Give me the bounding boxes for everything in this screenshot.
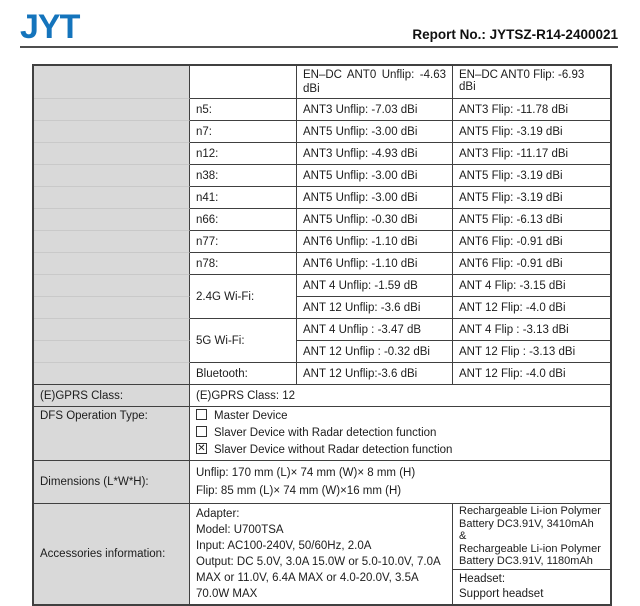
flip-cell: ANT5 Flip: -3.19 dBi bbox=[453, 165, 610, 187]
row-label-empty bbox=[34, 209, 190, 231]
dfs-row-label: DFS Operation Type: bbox=[34, 407, 190, 461]
battery-line: Rechargeable Li-ion Polymer Battery DC3.91V, 3410mAh bbox=[459, 505, 601, 530]
endc-unflip-cell: EN–DC ANT0 Unflip: -4.63 dBi bbox=[297, 66, 453, 99]
flip-cell: ANT 4 Flip: -3.15 dBi bbox=[453, 275, 610, 297]
row-label-empty bbox=[34, 363, 190, 385]
row-label-empty bbox=[34, 187, 190, 209]
unflip-cell: ANT 4 Unflip: -1.59 dB bbox=[297, 275, 453, 297]
band-cell: n77: bbox=[190, 231, 297, 253]
dimensions-flip: Flip: 85 mm (L)× 74 mm (W)×16 mm (H) bbox=[196, 485, 402, 497]
row-label-empty bbox=[34, 66, 190, 99]
row-label-empty bbox=[34, 143, 190, 165]
adapter-info-cell bbox=[190, 504, 453, 604]
flip-cell: ANT6 Flip: -0.91 dBi bbox=[453, 231, 610, 253]
band-cell: n7: bbox=[190, 121, 297, 143]
table-row bbox=[34, 187, 610, 209]
table-row bbox=[34, 121, 610, 143]
unflip-cell: ANT5 Unflip: -3.00 dBi bbox=[297, 187, 453, 209]
row-label-empty bbox=[34, 121, 190, 143]
table-row bbox=[34, 461, 610, 504]
checkbox-unchecked-icon bbox=[196, 409, 207, 420]
flip-cell: ANT 12 Flip : -3.13 dBi bbox=[453, 341, 610, 363]
table-row bbox=[34, 297, 610, 319]
headset-line: Support headset bbox=[459, 587, 544, 600]
report-number: Report No.: JYTSZ-R14-2400021 bbox=[412, 27, 618, 42]
endc-flip-cell: EN–DC ANT0 Flip: -6.93 dBi bbox=[453, 66, 610, 99]
unflip-cell: ANT3 Unflip: -4.93 dBi bbox=[297, 143, 453, 165]
table-row bbox=[34, 253, 610, 275]
adapter-line: Output: DC 5.0V, 3.0A 15.0W or 5.0-10.0V, 7.0A MAX or 11.0V, 6.4A MAX or 4.0-20.0V, 3.5A 70.0W MAX bbox=[196, 556, 441, 600]
unflip-cell: ANT5 Unflip: -3.00 dBi bbox=[297, 121, 453, 143]
row-label-empty bbox=[34, 341, 190, 363]
row-label-empty bbox=[34, 99, 190, 121]
unflip-cell: ANT5 Unflip: -0.30 dBi bbox=[297, 209, 453, 231]
dfs-option-label: Slaver Device with Radar detection function bbox=[214, 427, 437, 439]
flip-cell: ANT3 Flip: -11.17 dBi bbox=[453, 143, 610, 165]
flip-cell: ANT5 Flip: -3.19 dBi bbox=[453, 121, 610, 143]
flip-cell: ANT 4 Flip : -3.13 dBi bbox=[453, 319, 610, 341]
table-row bbox=[34, 165, 610, 187]
table-row bbox=[34, 209, 610, 231]
flip-cell: ANT3 Flip: -11.78 dBi bbox=[453, 99, 610, 121]
jyt-logo: JYT bbox=[20, 7, 80, 46]
dfs-option bbox=[196, 425, 604, 442]
flip-cell: ANT 12 Flip: -4.0 dBi bbox=[453, 363, 610, 385]
bluetooth-label-cell: Bluetooth: bbox=[190, 363, 297, 385]
row-label-empty bbox=[34, 319, 190, 341]
table-row bbox=[34, 275, 610, 297]
dimensions-unflip: Unflip: 170 mm (L)× 74 mm (W)× 8 mm (H) bbox=[196, 467, 416, 479]
dfs-options-cell bbox=[190, 407, 610, 461]
flip-cell: ANT5 Flip: -3.19 dBi bbox=[453, 187, 610, 209]
row-label-empty bbox=[34, 297, 190, 319]
dfs-option bbox=[196, 408, 604, 425]
row-label-empty bbox=[34, 165, 190, 187]
dfs-option bbox=[196, 442, 604, 459]
band-cell: n5: bbox=[190, 99, 297, 121]
page-header bbox=[20, 0, 618, 48]
dimensions-value-cell bbox=[190, 461, 610, 504]
checkbox-checked-icon bbox=[196, 443, 207, 454]
egprs-row-label: (E)GPRS Class: bbox=[34, 385, 190, 407]
table-row bbox=[34, 363, 610, 385]
wifi24-label-cell: 2.4G Wi-Fi: bbox=[190, 275, 297, 319]
headset-line: Headset: bbox=[459, 572, 506, 585]
unflip-cell: ANT 12 Unflip : -0.32 dBi bbox=[297, 341, 453, 363]
dimensions-row-label: Dimensions (L*W*H): bbox=[34, 461, 190, 504]
table-row bbox=[34, 231, 610, 253]
unflip-cell: ANT 12 Unflip: -3.6 dBi bbox=[297, 297, 453, 319]
unflip-cell: ANT3 Unflip: -7.03 dBi bbox=[297, 99, 453, 121]
flip-cell: ANT 12 Flip: -4.0 dBi bbox=[453, 297, 610, 319]
egprs-value-cell: (E)GPRS Class: 12 bbox=[190, 385, 610, 407]
headset-info-cell bbox=[453, 570, 610, 604]
unflip-cell: ANT6 Unflip: -1.10 dBi bbox=[297, 253, 453, 275]
unflip-cell: ANT 12 Unflip:-3.6 dBi bbox=[297, 363, 453, 385]
band-cell: n38: bbox=[190, 165, 297, 187]
unflip-cell: ANT 4 Unflip : -3.47 dB bbox=[297, 319, 453, 341]
band-cell: n12: bbox=[190, 143, 297, 165]
table-row bbox=[34, 385, 610, 407]
dfs-option-label: Master Device bbox=[214, 410, 288, 422]
flip-cell: ANT6 Flip: -0.91 dBi bbox=[453, 253, 610, 275]
unflip-cell: ANT6 Unflip: -1.10 dBi bbox=[297, 231, 453, 253]
adapter-line: Model: U700TSA bbox=[196, 524, 284, 536]
table-row bbox=[34, 99, 610, 121]
row-label-empty bbox=[34, 231, 190, 253]
table-row bbox=[34, 504, 610, 570]
checkbox-unchecked-icon bbox=[196, 426, 207, 437]
dfs-option-label: Slaver Device without Radar detection function bbox=[214, 444, 453, 456]
battery-line: & bbox=[459, 530, 467, 542]
band-cell: n41: bbox=[190, 187, 297, 209]
table-row bbox=[34, 143, 610, 165]
report-table bbox=[32, 64, 612, 606]
battery-info-cell bbox=[453, 504, 610, 570]
battery-line: Rechargeable Li-ion Polymer Battery DC3.91V, 1180mAh bbox=[459, 542, 601, 567]
table-row bbox=[34, 66, 610, 99]
flip-cell: ANT5 Flip: -6.13 dBi bbox=[453, 209, 610, 231]
table-row bbox=[34, 407, 610, 461]
row-label-empty bbox=[34, 275, 190, 297]
band-cell-empty bbox=[190, 66, 297, 99]
accessories-row-label: Accessories information: bbox=[34, 504, 190, 604]
unflip-cell: ANT5 Unflip: -3.00 dBi bbox=[297, 165, 453, 187]
band-cell: n78: bbox=[190, 253, 297, 275]
table-row bbox=[34, 341, 610, 363]
row-label-empty bbox=[34, 253, 190, 275]
wifi5-label-cell: 5G Wi-Fi: bbox=[190, 319, 297, 363]
adapter-line: Input: AC100-240V, 50/60Hz, 2.0A bbox=[196, 540, 372, 552]
band-cell: n66: bbox=[190, 209, 297, 231]
table-row bbox=[34, 319, 610, 341]
adapter-line: Adapter: bbox=[196, 508, 240, 520]
